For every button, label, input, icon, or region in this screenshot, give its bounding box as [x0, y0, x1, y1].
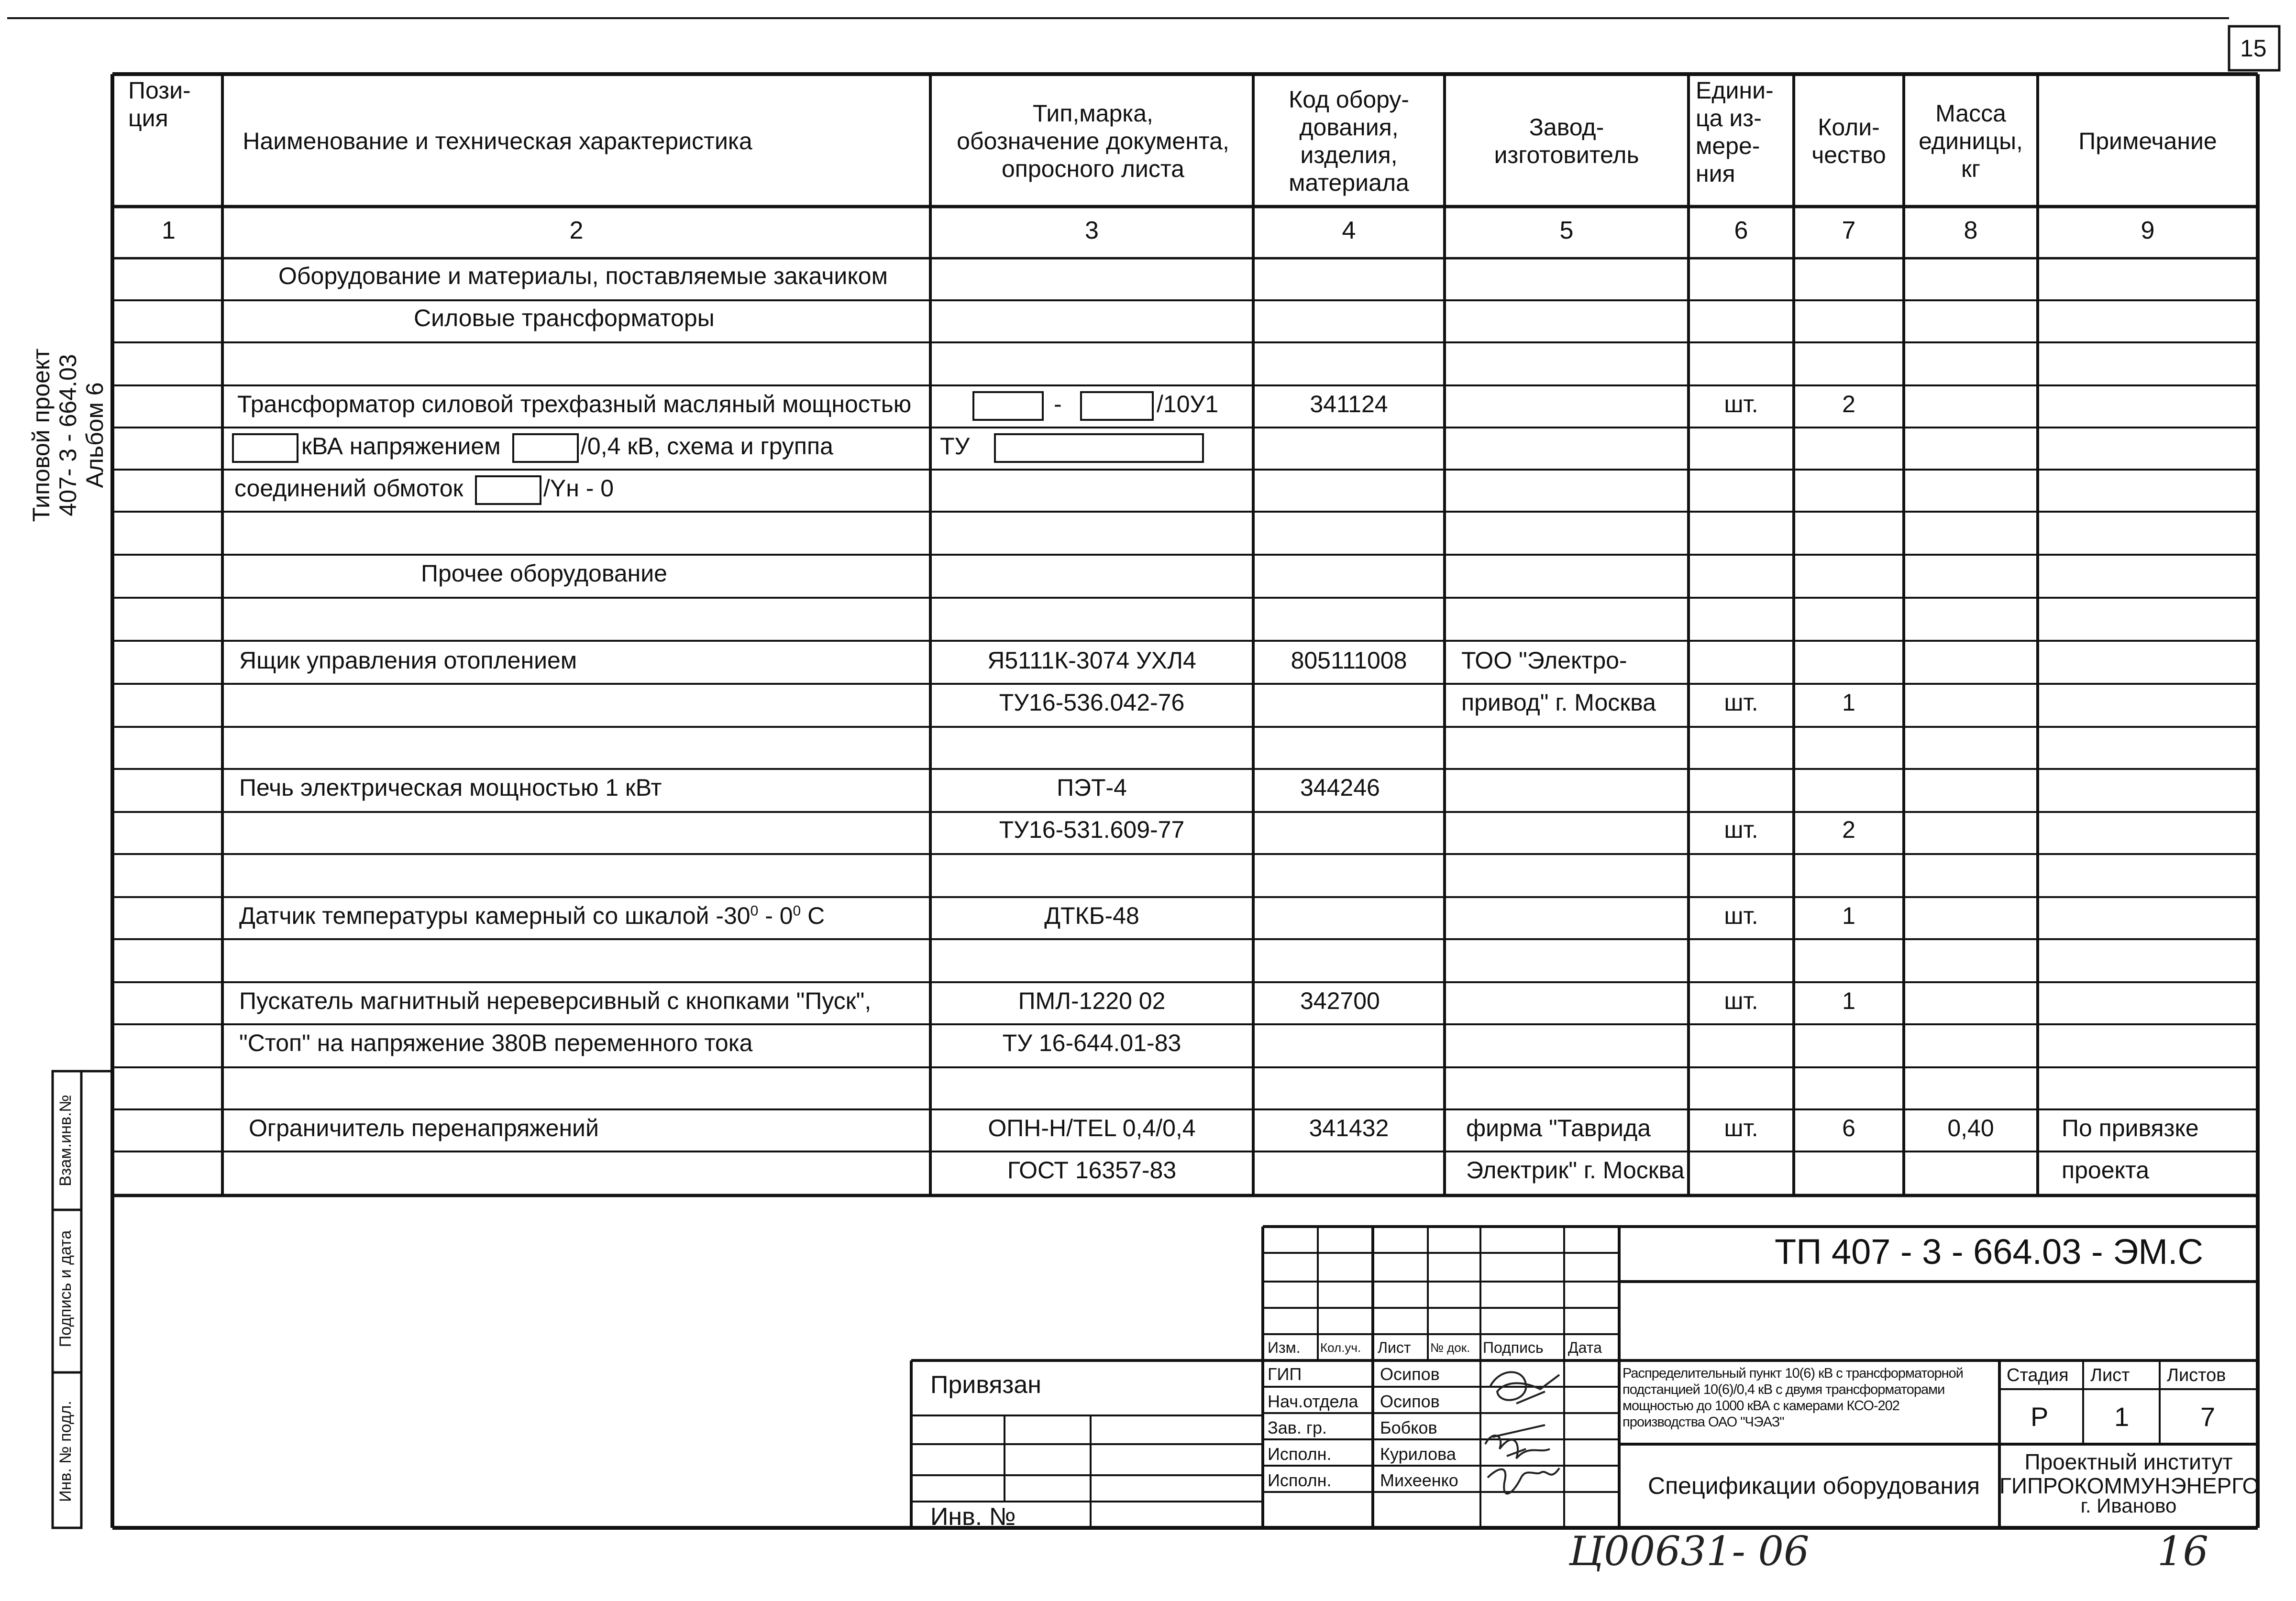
transformer-line3-b: /Yн - 0: [543, 475, 614, 502]
transformer-unit: шт.: [1724, 391, 1758, 417]
col-number-1: 1: [162, 217, 176, 244]
limiter-unit: шт.: [1724, 1115, 1758, 1141]
oven-tu: ТУ16-531.609-77: [999, 816, 1185, 843]
col-number-8: 8: [1964, 217, 1978, 244]
document-title: Спецификации оборудования: [1648, 1472, 1980, 1499]
col-izm: Изм.: [1268, 1339, 1301, 1356]
starter-tu: ТУ 16-644.01-83: [1002, 1030, 1181, 1056]
col-number-2: 2: [569, 217, 584, 244]
sign-date-label: Подпись и дата: [56, 1230, 75, 1348]
section-transformers: Силовые трансформаторы: [414, 305, 715, 331]
starter-qty: 1: [1842, 987, 1855, 1014]
header-position: Пози- ция: [128, 77, 191, 132]
role-head: Нач.отдела: [1268, 1392, 1358, 1411]
signature-drawings: [1485, 1372, 1559, 1493]
stage-label: Стадия: [2007, 1365, 2069, 1385]
handwritten-page: 16: [2157, 1528, 2208, 1575]
name-exec1: Курилова: [1380, 1444, 1456, 1464]
heating-maker1: ТОО "Электро-: [1461, 647, 1627, 674]
oven-type: ПЭТ-4: [1057, 774, 1127, 801]
handwritten-archive-number: Ц00631- 06: [1569, 1528, 1810, 1575]
starter-code: 342700: [1300, 987, 1380, 1014]
stage-value: Р: [2031, 1402, 2049, 1432]
transformer-line2-a: кВА напряжением: [301, 433, 501, 460]
starter-name1: Пускатель магнитный нереверсивный с кнопками "Пуск",: [239, 987, 872, 1014]
col-number-6: 6: [1734, 217, 1748, 244]
transformer-line1: Трансформатор силовой трехфазный масляный мощностью: [237, 391, 912, 417]
limiter-name: Ограничитель перенапряжений: [249, 1115, 599, 1141]
col-list: Лист: [1378, 1339, 1411, 1356]
limiter-type: ОПН-Н/TEL 0,4/0,4: [988, 1115, 1196, 1141]
sheets-label: Листов: [2167, 1365, 2226, 1385]
role-group: Зав. гр.: [1268, 1418, 1327, 1437]
organization-line1: Проектный институт: [2024, 1449, 2233, 1474]
col-kol: Кол.уч.: [1320, 1340, 1361, 1355]
transformer-qty: 2: [1842, 391, 1855, 417]
project-description: Распределительный пункт 10(6) кВ с трансформаторной подстанцией 10(6)/0,4 кВ с двумя трансформаторами мощностью до 1000 кВА с камерами КСО-202 производства ОАО "ЧЭАЗ": [1623, 1366, 1963, 1430]
organization-line3: г. Иваново: [2080, 1494, 2177, 1517]
header-code: Код обору- дования, изделия, материала: [1288, 86, 1410, 196]
name-exec2: Михеенко: [1380, 1470, 1458, 1490]
header-name: Наименование и техническая характеристика: [243, 128, 752, 154]
limiter-maker2: Электрик" г. Москва: [1466, 1157, 1685, 1184]
limiter-gost: ГОСТ 16357-83: [1007, 1157, 1177, 1184]
starter-type: ПМЛ-1220 02: [1018, 987, 1166, 1014]
col-number-9: 9: [2141, 217, 2155, 244]
inv-orig-label: Инв. № подл.: [56, 1401, 75, 1502]
role-gip: ГИП: [1268, 1364, 1302, 1384]
sensor-name: Датчик температуры камерный со шкалой $-30^0 - 0^0$ С: [239, 902, 825, 929]
sheet-value: 1: [2114, 1402, 2130, 1432]
sensor-type: ДТКБ-48: [1044, 902, 1139, 929]
transformer-line2-b: /0,4 кВ, схема и группа: [581, 433, 833, 460]
section-customer: Оборудование и материалы, поставляемые закачиком: [278, 263, 888, 289]
sensor-qty: 1: [1842, 902, 1855, 929]
transformer-line3-a: соединений обмоток: [234, 475, 464, 502]
col-number-3: 3: [1085, 217, 1099, 244]
sheets-value: 7: [2200, 1402, 2216, 1432]
project-name: Типовой проект: [28, 348, 55, 522]
oven-code: 344246: [1300, 774, 1380, 801]
col-number-4: 4: [1342, 217, 1356, 244]
transformer-type-dash: -: [1054, 391, 1062, 417]
section-other: Прочее оборудование: [421, 560, 667, 587]
transformer-tu: ТУ: [940, 433, 970, 460]
transformer-code: 341124: [1310, 391, 1388, 417]
limiter-code: 341432: [1309, 1115, 1389, 1141]
inv-number-label: Инв. №: [930, 1503, 1016, 1531]
role-exec1: Исполн.: [1268, 1444, 1332, 1464]
oven-qty: 2: [1842, 816, 1855, 843]
privyazan-label: Привязан: [930, 1371, 1042, 1399]
oven-name: Печь электрическая мощностью 1 кВт: [239, 774, 662, 801]
heating-unit: шт.: [1724, 689, 1758, 716]
project-number: 407- 3 - 664.03: [55, 354, 81, 516]
col-number-7: 7: [1842, 217, 1856, 244]
col-podpis: Подпись: [1483, 1339, 1544, 1356]
organization-line2: ГИПРОКОММУНЭНЕРГО: [1999, 1473, 2260, 1498]
name-gip: Осипов: [1380, 1364, 1440, 1384]
document-code: ТП 407 - 3 - 664.03 - ЭМ.С: [1775, 1232, 2204, 1272]
col-number-5: 5: [1559, 217, 1574, 244]
page-number: 15: [2240, 35, 2267, 62]
header-note: Примечание: [2078, 128, 2217, 154]
name-head: Осипов: [1380, 1392, 1440, 1411]
starter-name2: "Стоп" на напряжение 380В переменного тока: [239, 1030, 753, 1056]
limiter-note1: По привязке: [2062, 1115, 2199, 1141]
heating-type: Я5111К-3074 УХЛ4: [987, 647, 1196, 674]
header-unit: Едини- ца из- мере- ния: [1696, 77, 1774, 187]
heating-qty: 1: [1842, 689, 1855, 716]
limiter-note2: проекта: [2062, 1157, 2150, 1184]
limiter-maker1: фирма "Таврида: [1466, 1115, 1651, 1141]
col-data: Дата: [1568, 1339, 1602, 1356]
project-side-stamp: [28, 330, 108, 540]
heating-name: Ящик управления отоплением: [239, 647, 577, 674]
sensor-unit: шт.: [1724, 902, 1758, 929]
transformer-type-suffix: /10У1: [1157, 391, 1219, 417]
swap-inv-label: Взам.инв.№: [56, 1095, 75, 1186]
header-mass: Масса единицы, кг: [1919, 100, 2023, 182]
heating-code: 805111008: [1291, 647, 1407, 674]
col-ndok: № док.: [1430, 1340, 1470, 1355]
album-number: Альбом 6: [81, 382, 108, 488]
header-maker: Завод- изготовитель: [1494, 114, 1639, 168]
name-group: Бобков: [1380, 1418, 1437, 1437]
header-type: Тип,марка, обозначение документа, опросного листа: [957, 100, 1229, 182]
limiter-qty: 6: [1842, 1115, 1855, 1141]
starter-unit: шт.: [1724, 987, 1758, 1014]
role-exec2: Исполн.: [1268, 1470, 1332, 1490]
header-qty: Коли- чество: [1811, 114, 1886, 168]
limiter-mass: 0,40: [1947, 1115, 1994, 1141]
heating-tu: ТУ16-536.042-76: [999, 689, 1185, 716]
oven-unit: шт.: [1724, 816, 1758, 843]
sheet-label: Лист: [2090, 1365, 2130, 1385]
heating-maker2: привод" г. Москва: [1461, 689, 1656, 716]
